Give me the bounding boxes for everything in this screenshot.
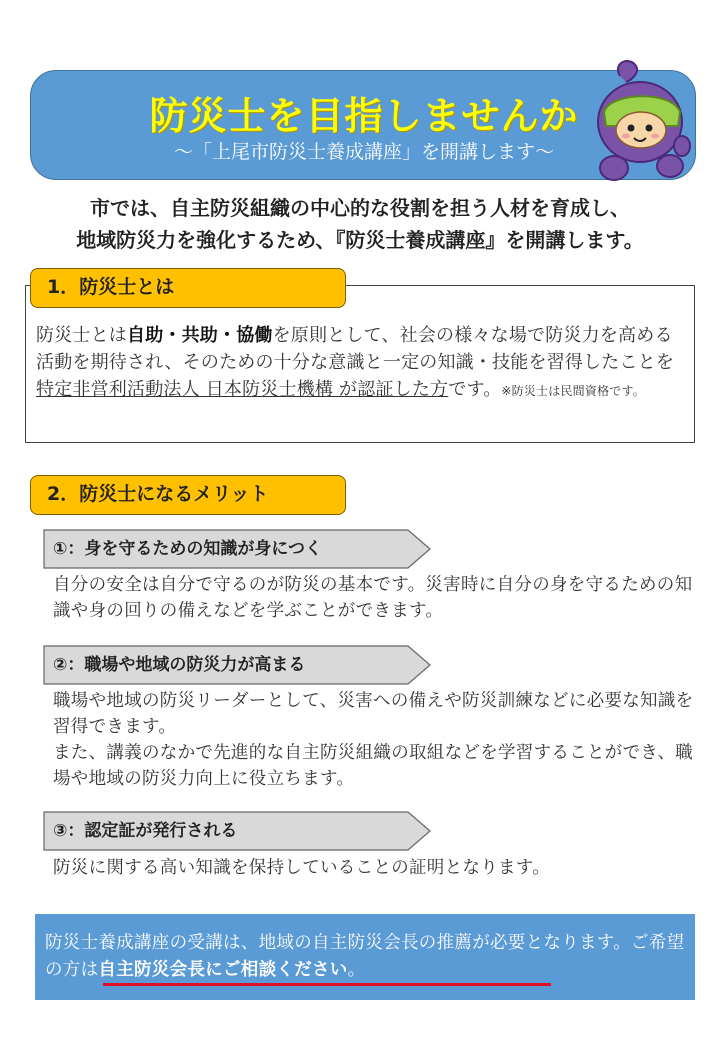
banner-subtitle: ～「上尾市防災士養成講座」を開講します～ — [173, 141, 554, 163]
merit-2-text — [53, 688, 703, 792]
merit-2-text-b: また、講義のなかで先進的な自主防災組織の取組などを学習することができ、職場や地域の防災力向上に役立ちます。 — [53, 743, 694, 789]
merit-1-header — [43, 529, 433, 569]
footer-bold: 自主防災会長にご相談ください — [98, 960, 348, 980]
section-1-header: 1．防災士とは — [30, 268, 346, 308]
merit-2-header — [43, 645, 433, 685]
merit-1-text: 自分の安全は自分で守るのが防災の基本です。災害時に自分の身を守るための知識や身の回りの備えなどを学ぶことができます。 — [53, 575, 693, 621]
merit-3-header — [43, 811, 433, 851]
section-1-text-b: を原則として、社会の様々な場で防災力を高める活動を期待され、そのための十分な意識と一定の知識・技能を習得したことを — [36, 325, 675, 373]
qualification-note: ※防災士は民間資格です。 — [501, 384, 645, 398]
mascot-character-icon — [592, 58, 692, 186]
merit-1-title: ①：身を守るための知識が身につく — [53, 539, 323, 559]
intro-line-1: 市では、自主防災組織の中心的な役割を担う人材を育成し、 — [90, 196, 630, 220]
section-2-header: 2．防災士になるメリット — [30, 475, 346, 515]
section-1-text-c: です。 — [448, 379, 502, 400]
certifier-name: 特定非営利活動法人 日本防災士機構 が認証した方 — [36, 379, 449, 400]
section-1-text — [36, 322, 686, 405]
footer-text-b: ご希望の方は — [45, 933, 685, 980]
merit-3-text: 防災に関する高い知識を保持していることの証明となります。 — [53, 858, 550, 878]
merit-3-title: ③：認定証が発行される — [53, 821, 238, 841]
footer-text-a: 防災士養成講座の受講は、地域の自主防災会長の推薦が必要となります。 — [45, 933, 631, 953]
footer-text-c: 。 — [347, 960, 366, 980]
banner-title: 防災士を目指しませんか — [149, 94, 579, 138]
intro-text — [10, 192, 710, 256]
section-1-bold: 自助・共助・協働 — [127, 325, 273, 346]
section-1-text-a: 防災士とは — [36, 325, 127, 346]
merit-2-text-a: 職場や地域の防災リーダーとして、災害への備えや防災訓練などに必要な知識を習得できます。 — [53, 691, 694, 737]
footer-text — [45, 930, 690, 984]
footer-red-underline — [103, 983, 551, 986]
intro-line-2: 地域防災力を強化するため、『防災士養成講座』を開講します。 — [76, 228, 644, 252]
footer-notice — [35, 914, 695, 1000]
merit-2-title: ②：職場や地域の防災力が高まる — [53, 655, 306, 675]
